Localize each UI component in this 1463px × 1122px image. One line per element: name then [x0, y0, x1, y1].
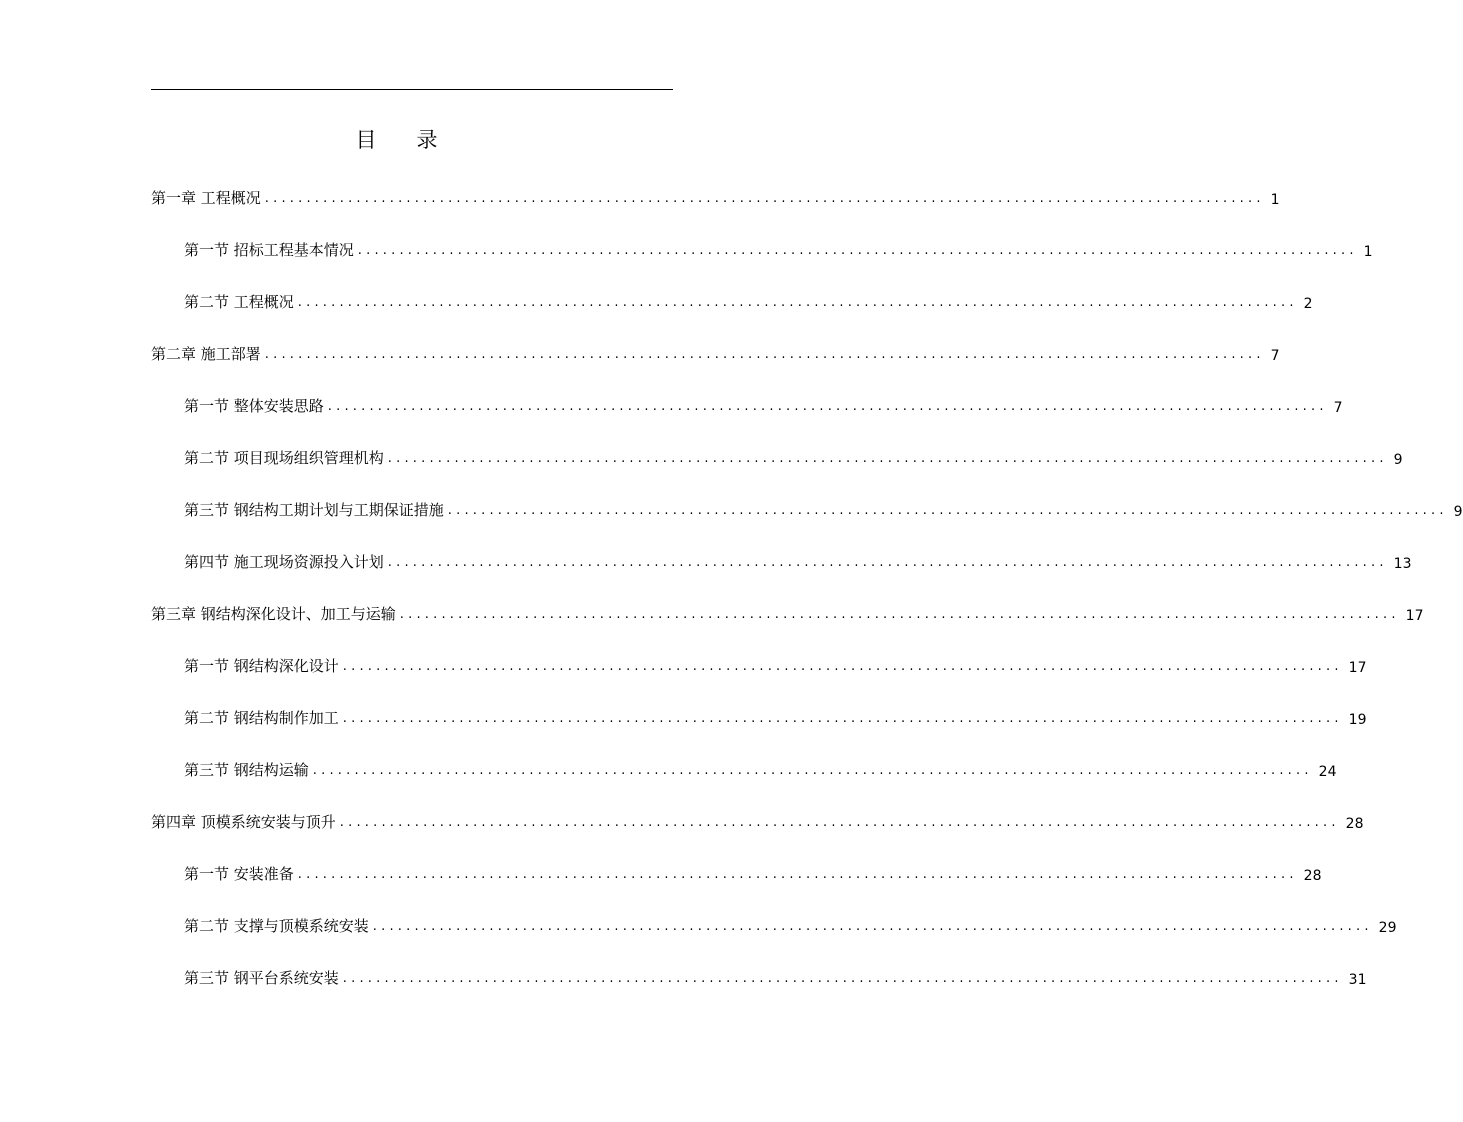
- toc-entry-label: 第一节 安装准备: [184, 865, 294, 883]
- toc-entry-page-number: 9: [1393, 452, 1403, 468]
- toc-leader-dots: ........................................................................................................................: [339, 815, 1340, 830]
- toc-leader-dots: ........................................................................................................................: [327, 399, 1328, 414]
- toc-entry-page-number: 19: [1348, 712, 1367, 728]
- toc-entry-section[interactable]: [184, 704, 1367, 728]
- toc-leader-dots: ........................................................................................................................: [387, 555, 1388, 570]
- toc-title: [0, 124, 793, 154]
- toc-leader-dots: ........................................................................................................................: [297, 295, 1298, 310]
- toc-entry-section[interactable]: [184, 912, 1397, 936]
- toc-entry-page-number: 1: [1270, 192, 1280, 208]
- toc-entry-label: 第二章 施工部署: [151, 345, 261, 363]
- toc-entry-chapter[interactable]: [151, 184, 1280, 208]
- toc-entry-page-number: 28: [1345, 816, 1364, 832]
- toc-entry-chapter[interactable]: [151, 808, 1364, 832]
- toc-entry-chapter[interactable]: [151, 340, 1280, 364]
- toc-entry-label: 第三节 钢平台系统安装: [184, 969, 339, 987]
- toc-leader-dots: ........................................................................................................................: [264, 191, 1265, 206]
- toc-entry-section[interactable]: [184, 392, 1343, 416]
- toc-entry-section[interactable]: [184, 756, 1337, 780]
- toc-entry-label: 第三节 钢结构工期计划与工期保证措施: [184, 501, 444, 519]
- toc-entry-page-number: 31: [1348, 972, 1367, 988]
- toc-entry-label: 第一章 工程概况: [151, 189, 261, 207]
- toc-entry-page-number: 24: [1318, 764, 1337, 780]
- toc-entry-section[interactable]: [184, 496, 1463, 520]
- toc-leader-dots: ........................................................................................................................: [264, 347, 1265, 362]
- toc-entry-page-number: 2: [1303, 296, 1313, 312]
- toc-leader-dots: ........................................................................................................................: [342, 971, 1343, 986]
- toc-entry-section[interactable]: [184, 288, 1313, 312]
- toc-entry-label: 第三节 钢结构运输: [184, 761, 309, 779]
- toc-title-char-2: 录: [416, 128, 438, 152]
- toc-entry-section[interactable]: [184, 548, 1412, 572]
- toc-entry-section[interactable]: [184, 964, 1367, 988]
- toc-entry-label: 第二节 项目现场组织管理机构: [184, 449, 384, 467]
- toc-entry-chapter[interactable]: [151, 600, 1424, 624]
- toc-entry-label: 第一节 整体安装思路: [184, 397, 324, 415]
- toc-entry-label: 第四节 施工现场资源投入计划: [184, 553, 384, 571]
- toc-entry-page-number: 1: [1363, 244, 1373, 260]
- toc-entry-section[interactable]: [184, 860, 1322, 884]
- toc-entry-page-number: 13: [1393, 556, 1412, 572]
- toc-leader-dots: ........................................................................................................................: [342, 659, 1343, 674]
- toc-entry-page-number: 7: [1333, 400, 1343, 416]
- toc-title-char-1: 目: [355, 128, 377, 152]
- toc-leader-dots: ........................................................................................................................: [387, 451, 1388, 466]
- toc-entry-page-number: 9: [1453, 504, 1463, 520]
- toc-leader-dots: ........................................................................................................................: [372, 919, 1373, 934]
- toc-entry-page-number: 17: [1405, 608, 1424, 624]
- toc-leader-dots: ........................................................................................................................: [312, 763, 1313, 778]
- toc-entry-page-number: 17: [1348, 660, 1367, 676]
- toc-entry-page-number: 7: [1270, 348, 1280, 364]
- toc-entry-section[interactable]: [184, 444, 1403, 468]
- toc-leader-dots: ........................................................................................................................: [357, 243, 1358, 258]
- toc-leader-dots: ........................................................................................................................: [297, 867, 1298, 882]
- toc-entry-label: 第一节 招标工程基本情况: [184, 241, 354, 259]
- toc-leader-dots: ........................................................................................................................: [342, 711, 1343, 726]
- toc-entry-label: 第四章 顶模系统安装与顶升: [151, 813, 336, 831]
- toc-entry-page-number: 29: [1378, 920, 1397, 936]
- toc-entry-label: 第二节 钢结构制作加工: [184, 709, 339, 727]
- toc-entry-page-number: 28: [1303, 868, 1322, 884]
- toc-entry-label: 第二节 支撑与顶模系统安装: [184, 917, 369, 935]
- toc-entry-label: 第一节 钢结构深化设计: [184, 657, 339, 675]
- toc-entry-label: 第三章 钢结构深化设计、加工与运输: [151, 605, 396, 623]
- toc-leader-dots: ........................................................................................................................: [399, 607, 1400, 622]
- toc-leader-dots: ........................................................................................................................: [447, 503, 1448, 518]
- toc-entry-label: 第二节 工程概况: [184, 293, 294, 311]
- toc-entry-section[interactable]: [184, 236, 1373, 260]
- toc-entry-section[interactable]: [184, 652, 1367, 676]
- header-rule: [151, 89, 673, 90]
